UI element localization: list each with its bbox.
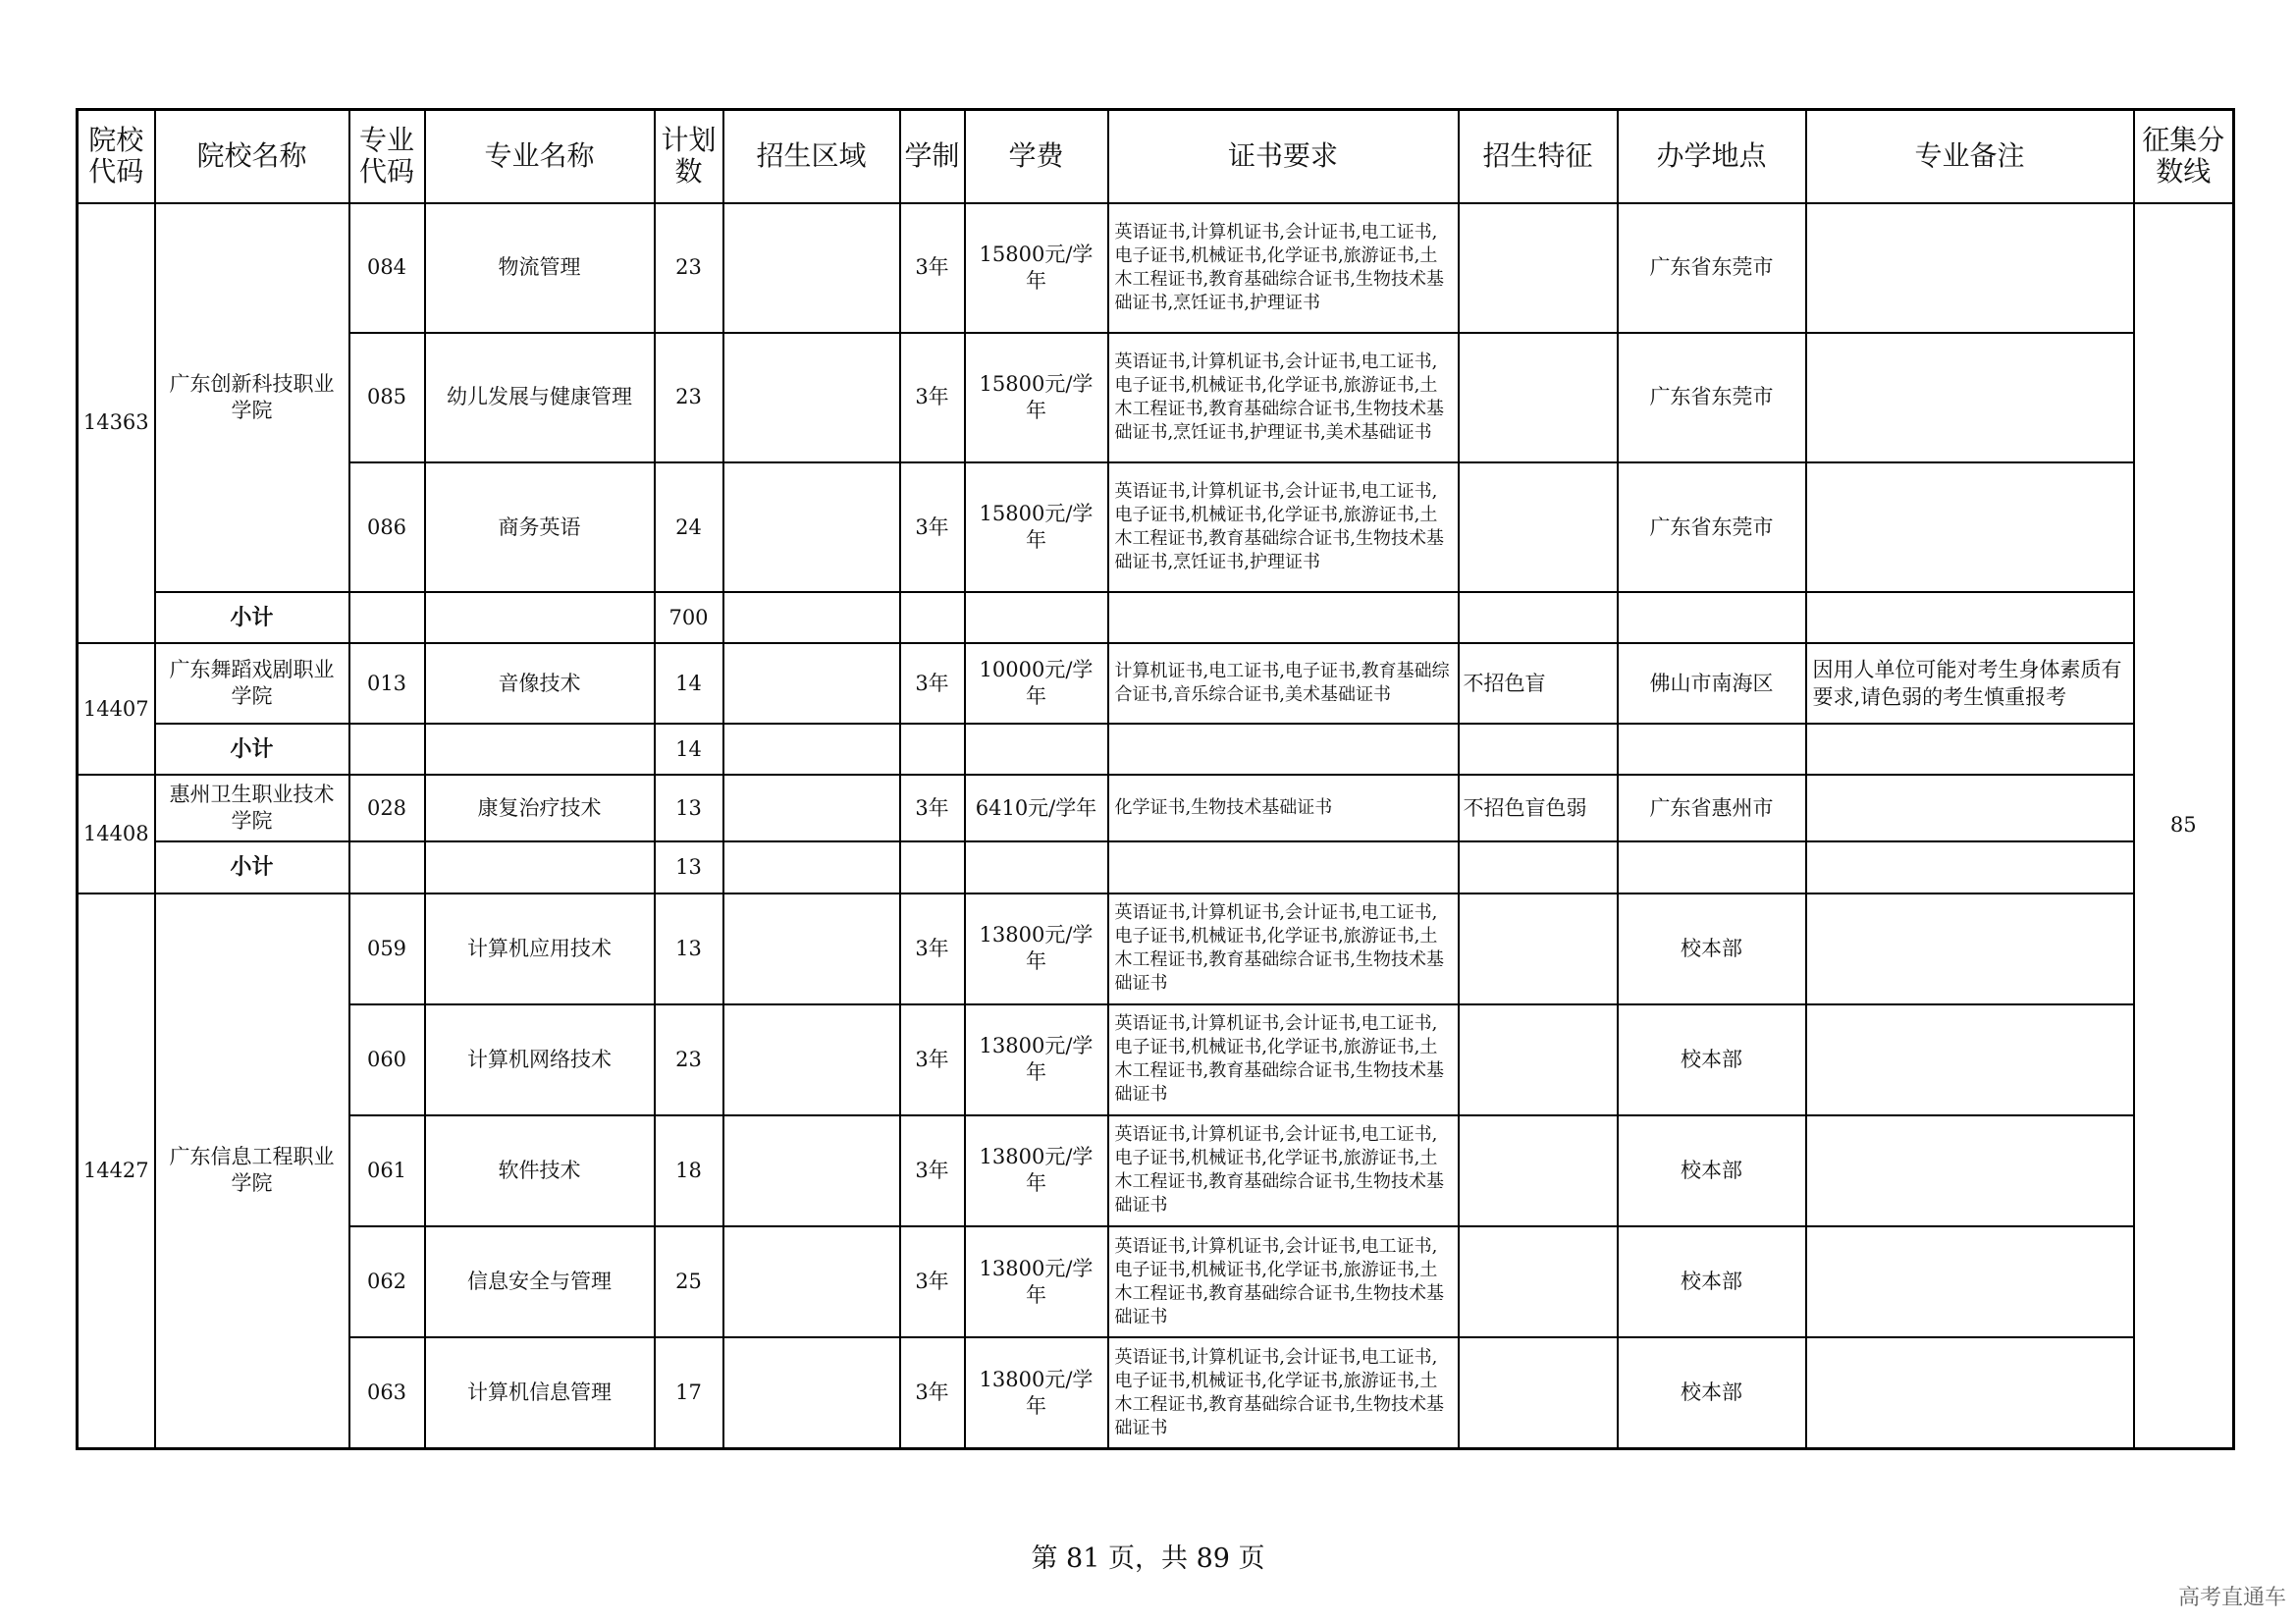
plan-count: 25	[655, 1226, 723, 1337]
header-cutoff: 征集分数线	[2134, 110, 2234, 203]
duration: 3年	[900, 775, 965, 841]
subtotal-empty	[1618, 592, 1806, 643]
subtotal-empty	[1806, 841, 2134, 893]
header-name: 院校名称	[155, 110, 349, 203]
table-row	[78, 203, 2234, 333]
major-note	[1806, 893, 2134, 1004]
major-note	[1806, 1226, 2134, 1337]
plan-count: 13	[655, 775, 723, 841]
major-code: 013	[349, 643, 425, 724]
major-code: 086	[349, 462, 425, 592]
location: 广东省东莞市	[1618, 203, 1806, 333]
region	[723, 1337, 900, 1448]
table-row	[78, 893, 2234, 1004]
major-name: 音像技术	[425, 643, 655, 724]
major-code: 063	[349, 1337, 425, 1448]
table-row	[78, 775, 2234, 841]
major-code: 062	[349, 1226, 425, 1337]
plan-count: 23	[655, 1004, 723, 1115]
location: 广东省惠州市	[1618, 775, 1806, 841]
subtotal-empty	[1459, 724, 1618, 775]
subtotal-empty	[723, 841, 900, 893]
major-note	[1806, 462, 2134, 592]
region	[723, 203, 900, 333]
major-note	[1806, 1115, 2134, 1226]
header-tuition: 学费	[965, 110, 1108, 203]
location: 校本部	[1618, 1337, 1806, 1448]
subtotal-label: 小计	[155, 841, 349, 893]
tuition: 15800元/学年	[965, 333, 1108, 462]
table-body	[78, 203, 2234, 1449]
subtotal-empty	[900, 592, 965, 643]
major-code: 060	[349, 1004, 425, 1115]
tuition: 13800元/学年	[965, 1337, 1108, 1448]
subtotal-empty	[965, 841, 1108, 893]
subtotal-empty	[1806, 724, 2134, 775]
tuition: 13800元/学年	[965, 1115, 1108, 1226]
certificate-requirements: 英语证书,计算机证书,会计证书,电工证书,电子证书,机械证书,化学证书,旅游证书,土木工程证书,教育基础综合证书,生物技术基础证书,烹饪证书,护理证书,美术基础证书	[1108, 333, 1459, 462]
plan-count: 13	[655, 893, 723, 1004]
school-code: 14427	[78, 893, 155, 1449]
plan-count: 23	[655, 203, 723, 333]
major-code: 028	[349, 775, 425, 841]
subtotal-empty	[1806, 592, 2134, 643]
region	[723, 462, 900, 592]
subtotal-empty	[1108, 592, 1459, 643]
school-code: 14408	[78, 775, 155, 893]
certificate-requirements: 计算机证书,电工证书,电子证书,教育基础综合证书,音乐综合证书,美术基础证书	[1108, 643, 1459, 724]
admission-feature	[1459, 1004, 1618, 1115]
subtotal-empty	[425, 592, 655, 643]
subtotal-label: 小计	[155, 724, 349, 775]
plan-count: 24	[655, 462, 723, 592]
certificate-requirements: 英语证书,计算机证书,会计证书,电工证书,电子证书,机械证书,化学证书,旅游证书,土木工程证书,教育基础综合证书,生物技术基础证书	[1108, 1226, 1459, 1337]
major-name: 信息安全与管理	[425, 1226, 655, 1337]
major-name: 计算机网络技术	[425, 1004, 655, 1115]
region	[723, 775, 900, 841]
admission-feature	[1459, 1337, 1618, 1448]
duration: 3年	[900, 1115, 965, 1226]
header-plan: 计划数	[655, 110, 723, 203]
certificate-requirements: 英语证书,计算机证书,会计证书,电工证书,电子证书,机械证书,化学证书,旅游证书,土木工程证书,教育基础综合证书,生物技术基础证书	[1108, 1337, 1459, 1448]
subtotal-empty	[965, 592, 1108, 643]
header-feature: 招生特征	[1459, 110, 1618, 203]
duration: 3年	[900, 1004, 965, 1115]
subtotal-empty	[900, 724, 965, 775]
certificate-requirements: 英语证书,计算机证书,会计证书,电工证书,电子证书,机械证书,化学证书,旅游证书,土木工程证书,教育基础综合证书,生物技术基础证书,烹饪证书,护理证书	[1108, 462, 1459, 592]
subtotal-empty	[349, 592, 425, 643]
page-footer: 第 81 页，共 89 页	[1031, 1543, 1265, 1574]
subtotal-empty	[425, 724, 655, 775]
table-header-row	[78, 110, 2234, 203]
region	[723, 1115, 900, 1226]
watermark-text: 高考直通车	[2177, 1586, 2286, 1610]
major-name: 计算机信息管理	[425, 1337, 655, 1448]
header-duration: 学制	[900, 110, 965, 203]
header-region: 招生区域	[723, 110, 900, 203]
subtotal-row	[78, 841, 2234, 893]
subtotal-value: 13	[655, 841, 723, 893]
certificate-requirements: 英语证书,计算机证书,会计证书,电工证书,电子证书,机械证书,化学证书,旅游证书,土木工程证书,教育基础综合证书,生物技术基础证书	[1108, 1004, 1459, 1115]
subtotal-label: 小计	[155, 592, 349, 643]
table-row	[78, 1004, 2234, 1115]
certificate-requirements: 英语证书,计算机证书,会计证书,电工证书,电子证书,机械证书,化学证书,旅游证书,土木工程证书,教育基础综合证书,生物技术基础证书	[1108, 1115, 1459, 1226]
subtotal-row	[78, 724, 2234, 775]
cutoff-score: 85	[2134, 203, 2234, 1449]
region	[723, 1226, 900, 1337]
location: 校本部	[1618, 1226, 1806, 1337]
certificate-requirements: 英语证书,计算机证书,会计证书,电工证书,电子证书,机械证书,化学证书,旅游证书,土木工程证书,教育基础综合证书,生物技术基础证书,烹饪证书,护理证书	[1108, 203, 1459, 333]
subtotal-empty	[1618, 841, 1806, 893]
school-name: 广东信息工程职业学院	[155, 893, 349, 1449]
subtotal-value: 700	[655, 592, 723, 643]
subtotal-empty	[1108, 841, 1459, 893]
subtotal-empty	[900, 841, 965, 893]
school-name: 广东创新科技职业学院	[155, 203, 349, 593]
plan-count: 14	[655, 643, 723, 724]
major-name: 计算机应用技术	[425, 893, 655, 1004]
subtotal-empty	[965, 724, 1108, 775]
certificate-requirements: 英语证书,计算机证书,会计证书,电工证书,电子证书,机械证书,化学证书,旅游证书,土木工程证书,教育基础综合证书,生物技术基础证书	[1108, 893, 1459, 1004]
admission-feature	[1459, 1115, 1618, 1226]
location: 广东省东莞市	[1618, 333, 1806, 462]
subtotal-row	[78, 592, 2234, 643]
admission-feature: 不招色盲色弱	[1459, 775, 1618, 841]
school-code: 14363	[78, 203, 155, 644]
plan-count: 18	[655, 1115, 723, 1226]
plan-count: 17	[655, 1337, 723, 1448]
major-note	[1806, 1004, 2134, 1115]
location: 校本部	[1618, 893, 1806, 1004]
table-row	[78, 333, 2234, 462]
header-location: 办学地点	[1618, 110, 1806, 203]
school-code: 14407	[78, 643, 155, 775]
location: 校本部	[1618, 1115, 1806, 1226]
subtotal-empty	[349, 724, 425, 775]
tuition: 13800元/学年	[965, 1004, 1108, 1115]
duration: 3年	[900, 1337, 965, 1448]
admission-feature	[1459, 203, 1618, 333]
duration: 3年	[900, 1226, 965, 1337]
tuition: 13800元/学年	[965, 893, 1108, 1004]
header-code: 院校代码	[78, 110, 155, 203]
header-certs: 证书要求	[1108, 110, 1459, 203]
tuition: 6410元/学年	[965, 775, 1108, 841]
duration: 3年	[900, 462, 965, 592]
school-name: 广东舞蹈戏剧职业学院	[155, 643, 349, 724]
duration: 3年	[900, 893, 965, 1004]
tuition: 15800元/学年	[965, 203, 1108, 333]
subtotal-empty	[1459, 841, 1618, 893]
header-note: 专业备注	[1806, 110, 2134, 203]
subtotal-empty	[723, 592, 900, 643]
major-code: 085	[349, 333, 425, 462]
major-name: 康复治疗技术	[425, 775, 655, 841]
admission-feature	[1459, 333, 1618, 462]
header-major-name: 专业名称	[425, 110, 655, 203]
region	[723, 893, 900, 1004]
major-code: 084	[349, 203, 425, 333]
admission-feature	[1459, 1226, 1618, 1337]
subtotal-empty	[1108, 724, 1459, 775]
major-name: 软件技术	[425, 1115, 655, 1226]
major-name: 幼儿发展与健康管理	[425, 333, 655, 462]
location: 佛山市南海区	[1618, 643, 1806, 724]
major-note	[1806, 775, 2134, 841]
major-note	[1806, 203, 2134, 333]
location: 校本部	[1618, 1004, 1806, 1115]
plan-count: 23	[655, 333, 723, 462]
table-row	[78, 462, 2234, 592]
table-row	[78, 1226, 2234, 1337]
duration: 3年	[900, 643, 965, 724]
subtotal-value: 14	[655, 724, 723, 775]
region	[723, 643, 900, 724]
tuition: 13800元/学年	[965, 1226, 1108, 1337]
admission-feature: 不招色盲	[1459, 643, 1618, 724]
school-name: 惠州卫生职业技术学院	[155, 775, 349, 841]
major-note	[1806, 333, 2134, 462]
table-row	[78, 1337, 2234, 1448]
subtotal-empty	[349, 841, 425, 893]
admission-feature	[1459, 462, 1618, 592]
region	[723, 333, 900, 462]
major-name: 物流管理	[425, 203, 655, 333]
major-note: 因用人单位可能对考生身体素质有要求,请色弱的考生慎重报考	[1806, 643, 2134, 724]
admission-plan-table	[76, 108, 2235, 1450]
header-major-code: 专业代码	[349, 110, 425, 203]
duration: 3年	[900, 333, 965, 462]
subtotal-empty	[1618, 724, 1806, 775]
admission-feature	[1459, 893, 1618, 1004]
certificate-requirements: 化学证书,生物技术基础证书	[1108, 775, 1459, 841]
tuition: 10000元/学年	[965, 643, 1108, 724]
major-code: 059	[349, 893, 425, 1004]
major-code: 061	[349, 1115, 425, 1226]
tuition: 15800元/学年	[965, 462, 1108, 592]
region	[723, 1004, 900, 1115]
duration: 3年	[900, 203, 965, 333]
table-row	[78, 643, 2234, 724]
major-note	[1806, 1337, 2134, 1448]
subtotal-empty	[723, 724, 900, 775]
subtotal-empty	[1459, 592, 1618, 643]
subtotal-empty	[425, 841, 655, 893]
location: 广东省东莞市	[1618, 462, 1806, 592]
table-row	[78, 1115, 2234, 1226]
major-name: 商务英语	[425, 462, 655, 592]
